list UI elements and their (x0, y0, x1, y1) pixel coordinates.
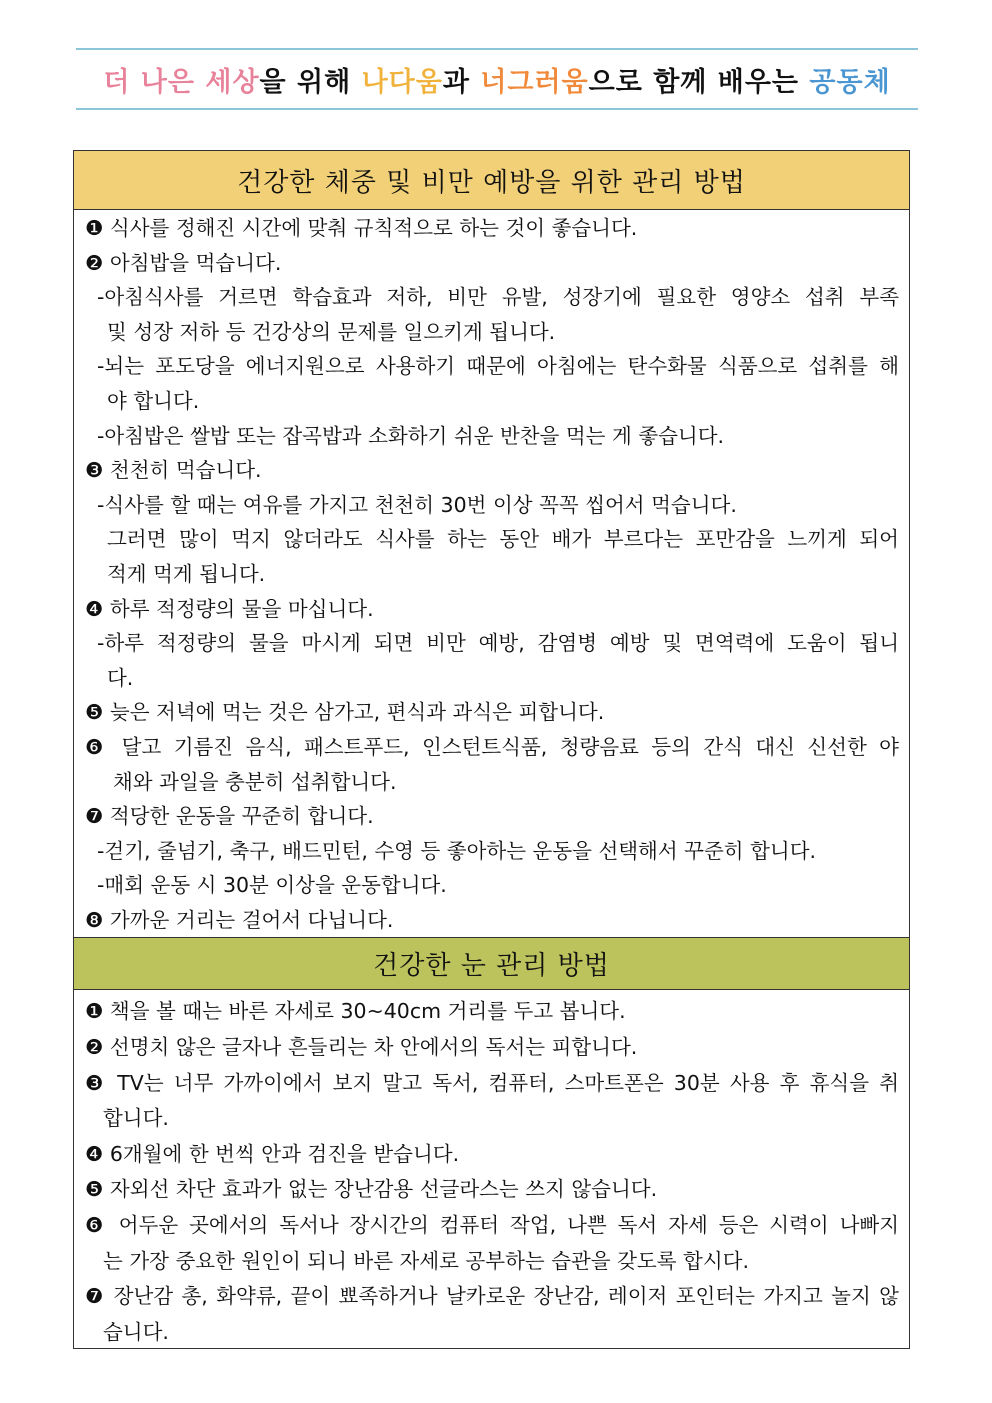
list-line: 적게 먹게 됩니다. (107, 561, 266, 586)
list-line: ❹ 6개월에 한 번씩 안과 검진을 받습니다. (85, 1141, 460, 1166)
list-line: ❷ 선명치 않은 글자나 흔들리는 차 안에서의 독서는 피합니다. (85, 1035, 638, 1060)
banner-part: 과 (442, 66, 481, 98)
list-line: 습니다. (103, 1319, 169, 1344)
list-line: -아침식사를 거르면 학습효과 저하, 비만 유발, 성장기에 필요한 영양소 섭취 부족 (97, 285, 899, 310)
list-line: -뇌는 포도당을 에너지원으로 사용하기 때문에 아침에는 탄수화물 식품으로 섭취를 해 (97, 354, 899, 379)
banner-part: 너그러움 (480, 66, 589, 98)
list-line: 는 가장 중요한 원인이 되니 바른 자세로 공부하는 습관을 갖도록 합시다. (103, 1248, 749, 1273)
content-box (73, 150, 910, 1349)
banner-part: 으로 함께 배우는 (588, 66, 810, 98)
list-line: ❼ 장난감 총, 화약류, 끝이 뾰족하거나 날카로운 장난감, 레이저 포인터는 가지고 놀지 않 (85, 1284, 899, 1309)
list-line: 채와 과일을 충분히 섭취합니다. (113, 769, 397, 794)
list-line: 및 성장 저하 등 건강상의 문제를 일으키게 됩니다. (107, 319, 556, 344)
list-line: ❶ 식사를 정해진 시간에 맞춰 규칙적으로 하는 것이 좋습니다. (85, 216, 638, 240)
list-line: ❺ 늦은 저녁에 먹는 것은 삼가고, 편식과 과식은 피합니다. (85, 700, 605, 725)
banner-part: 더 나은 세상 (103, 66, 260, 98)
section-weight-list (74, 210, 909, 937)
banner-part: 을 위해 (259, 66, 362, 98)
list-line: 그러면 많이 먹지 않더라도 식사를 하는 동안 배가 부르다는 포만감을 느끼게 되어 (107, 527, 899, 552)
list-line: ❻ 어두운 곳에서의 독서나 장시간의 컴퓨터 작업, 나쁜 독서 자세 등은 시력이 나빠지 (85, 1213, 899, 1238)
list-line: ❶ 책을 볼 때는 바른 자세로 30~40cm 거리를 두고 봅니다. (85, 999, 626, 1024)
motto-banner (76, 48, 918, 110)
banner-part: 나다움 (361, 66, 443, 98)
section-eyes-list (74, 990, 909, 1350)
list-line: ❹ 하루 적정량의 물을 마십니다. (85, 596, 374, 621)
list-line: 야 합니다. (107, 388, 200, 413)
list-line: -하루 적정량의 물을 마시게 되면 비만 예방, 감염병 예방 및 면역력에 도움이 됩니 (97, 631, 899, 656)
list-line: -아침밥은 쌀밥 또는 잡곡밥과 소화하기 쉬운 반찬을 먹는 게 좋습니다. (97, 423, 725, 448)
list-line: ❺ 자외선 차단 효과가 없는 장난감용 선글라스는 쓰지 않습니다. (85, 1177, 658, 1202)
section-title-eyes: 건강한 눈 관리 방법 (74, 937, 909, 990)
list-line: ❽ 가까운 거리는 걸어서 다닙니다. (85, 907, 394, 932)
list-line: ❸ TV는 너무 가까이에서 보지 말고 독서, 컴퓨터, 스마트폰은 30분 사용 후 휴식을 취 (85, 1070, 899, 1095)
list-line: 다. (107, 665, 134, 690)
list-line: 합니다. (103, 1106, 169, 1131)
list-line: -식사를 할 때는 여유를 가지고 천천히 30번 이상 꼭꼭 씹어서 먹습니다. (97, 492, 737, 517)
section-title-weight: 건강한 체중 및 비만 예방을 위한 관리 방법 (74, 151, 909, 210)
list-line: ❸ 천천히 먹습니다. (85, 458, 262, 483)
list-line: ❼ 적당한 운동을 꾸준히 합니다. (85, 804, 374, 829)
list-line: ❻ 달고 기름진 음식, 패스트푸드, 인스턴트식품, 청량음료 등의 간식 대신 신선한 야 (85, 734, 899, 759)
list-line: ❷ 아침밥을 먹습니다. (85, 250, 282, 275)
banner-part: 공동체 (809, 66, 891, 98)
list-line: -걷기, 줄넘기, 축구, 배드민턴, 수영 등 좋아하는 운동을 선택해서 꾸준히 합니다. (97, 838, 817, 863)
list-line: -매회 운동 시 30분 이상을 운동합니다. (97, 873, 447, 898)
